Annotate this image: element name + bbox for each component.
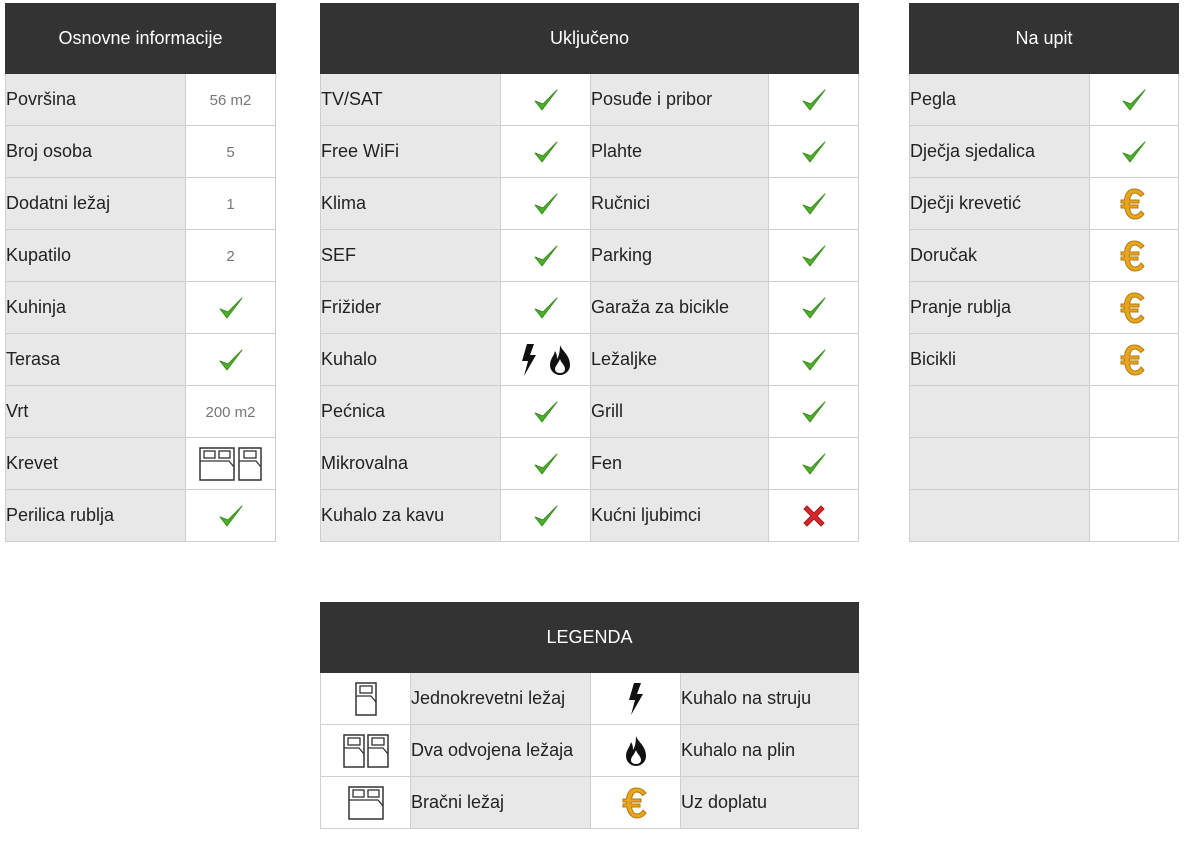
table-row bbox=[321, 126, 859, 178]
row-value: 2 bbox=[186, 230, 276, 282]
osnovne-informacije-title: Osnovne informacije bbox=[6, 4, 276, 74]
check-icon bbox=[532, 242, 560, 270]
check-icon bbox=[532, 450, 560, 478]
double-bed-and-single-bed-icon bbox=[199, 447, 263, 481]
row-label: Kuhinja bbox=[6, 282, 186, 334]
check-icon bbox=[532, 86, 560, 114]
double-bed-icon bbox=[348, 786, 384, 820]
row-label: Pranje rublja bbox=[910, 282, 1090, 334]
electric-and-gas-stove-icon bbox=[501, 343, 590, 377]
table-row bbox=[910, 334, 1179, 386]
table-row bbox=[321, 334, 859, 386]
row-label: SEF bbox=[321, 230, 501, 282]
check-icon bbox=[217, 294, 245, 322]
row-label: Krevet bbox=[6, 438, 186, 490]
row-label: Garaža za bicikle bbox=[591, 282, 769, 334]
check-icon bbox=[532, 138, 560, 166]
table-row bbox=[321, 725, 859, 777]
row-label: Bicikli bbox=[910, 334, 1090, 386]
row-label: Klima bbox=[321, 178, 501, 230]
row-label: TV/SAT bbox=[321, 74, 501, 126]
table-row bbox=[321, 230, 859, 282]
cross-icon bbox=[800, 502, 828, 530]
row-value: 1 bbox=[186, 178, 276, 230]
table-row bbox=[321, 386, 859, 438]
row-label: Fen bbox=[591, 438, 769, 490]
row-label: Parking bbox=[591, 230, 769, 282]
row-label: Mikrovalna bbox=[321, 438, 501, 490]
euro-icon bbox=[1120, 239, 1148, 273]
table-row bbox=[321, 777, 859, 829]
table-row bbox=[910, 282, 1179, 334]
row-label: Perilica rublja bbox=[6, 490, 186, 542]
ukljuceno-table bbox=[320, 3, 859, 542]
table-row bbox=[321, 673, 859, 725]
table-row bbox=[6, 334, 276, 386]
euro-icon bbox=[622, 786, 650, 820]
empty-cell bbox=[1090, 490, 1179, 542]
check-icon bbox=[800, 346, 828, 374]
table-row bbox=[910, 230, 1179, 282]
row-label: Terasa bbox=[6, 334, 186, 386]
table-row bbox=[321, 490, 859, 542]
single-bed-icon bbox=[355, 682, 377, 716]
row-label: Kućni ljubimci bbox=[591, 490, 769, 542]
check-icon bbox=[800, 242, 828, 270]
table-row bbox=[6, 74, 276, 126]
check-icon bbox=[800, 86, 828, 114]
legend-label: Uz doplatu bbox=[681, 777, 859, 829]
table-row bbox=[6, 178, 276, 230]
table-row bbox=[321, 282, 859, 334]
check-icon bbox=[532, 294, 560, 322]
check-icon bbox=[217, 502, 245, 530]
row-label: Kuhalo za kavu bbox=[321, 490, 501, 542]
lightning-icon bbox=[520, 343, 538, 377]
table-row bbox=[910, 178, 1179, 230]
row-value: 5 bbox=[186, 126, 276, 178]
table-row bbox=[321, 74, 859, 126]
row-label: Frižider bbox=[321, 282, 501, 334]
row-label: Pećnica bbox=[321, 386, 501, 438]
gas-stove-icon bbox=[624, 735, 648, 767]
row-label: Dodatni ležaj bbox=[6, 178, 186, 230]
check-icon bbox=[217, 346, 245, 374]
table-row bbox=[910, 386, 1179, 438]
osnovne-informacije-table bbox=[5, 3, 276, 542]
row-value: 200 m2 bbox=[186, 386, 276, 438]
table-row bbox=[910, 126, 1179, 178]
na-upit-title: Na upit bbox=[910, 4, 1179, 74]
row-label: Dječji krevetić bbox=[910, 178, 1090, 230]
legend-label: Kuhalo na plin bbox=[681, 725, 859, 777]
empty-cell bbox=[910, 490, 1090, 542]
check-icon bbox=[1120, 138, 1148, 166]
row-label: Free WiFi bbox=[321, 126, 501, 178]
legend-label: Dva odvojena ležaja bbox=[411, 725, 591, 777]
euro-icon bbox=[1120, 187, 1148, 221]
row-label: Kupatilo bbox=[6, 230, 186, 282]
table-row bbox=[6, 282, 276, 334]
check-icon bbox=[800, 294, 828, 322]
table-row bbox=[910, 438, 1179, 490]
check-icon bbox=[800, 398, 828, 426]
table-row bbox=[321, 178, 859, 230]
row-label: Ležaljke bbox=[591, 334, 769, 386]
row-label: Ručnici bbox=[591, 178, 769, 230]
row-label: Doručak bbox=[910, 230, 1090, 282]
na-upit-table bbox=[909, 3, 1179, 542]
legenda-title: LEGENDA bbox=[321, 603, 859, 673]
check-icon bbox=[532, 502, 560, 530]
legend-label: Jednokrevetni ležaj bbox=[411, 673, 591, 725]
row-label: Vrt bbox=[6, 386, 186, 438]
row-label: Grill bbox=[591, 386, 769, 438]
euro-icon bbox=[1120, 343, 1148, 377]
check-icon bbox=[800, 190, 828, 218]
table-row bbox=[6, 490, 276, 542]
table-row bbox=[6, 230, 276, 282]
row-label: Pegla bbox=[910, 74, 1090, 126]
row-label: Plahte bbox=[591, 126, 769, 178]
legenda-table bbox=[320, 602, 859, 829]
empty-cell bbox=[910, 438, 1090, 490]
check-icon bbox=[532, 398, 560, 426]
table-row bbox=[6, 386, 276, 438]
row-label: Površina bbox=[6, 74, 186, 126]
row-value: 56 m2 bbox=[186, 74, 276, 126]
empty-cell bbox=[910, 386, 1090, 438]
electric-stove-icon bbox=[627, 682, 645, 716]
table-row bbox=[321, 438, 859, 490]
empty-cell bbox=[1090, 386, 1179, 438]
empty-cell bbox=[1090, 438, 1179, 490]
table-row bbox=[6, 126, 276, 178]
check-icon bbox=[800, 138, 828, 166]
table-row bbox=[910, 490, 1179, 542]
legend-label: Bračni ležaj bbox=[411, 777, 591, 829]
table-row bbox=[910, 74, 1179, 126]
row-label: Dječja sjedalica bbox=[910, 126, 1090, 178]
euro-icon bbox=[1120, 291, 1148, 325]
check-icon bbox=[800, 450, 828, 478]
table-row bbox=[6, 438, 276, 490]
check-icon bbox=[1120, 86, 1148, 114]
check-icon bbox=[532, 190, 560, 218]
row-label: Kuhalo bbox=[321, 334, 501, 386]
flame-icon bbox=[548, 344, 572, 376]
row-label: Posuđe i pribor bbox=[591, 74, 769, 126]
two-single-beds-icon bbox=[343, 734, 389, 768]
row-label: Broj osoba bbox=[6, 126, 186, 178]
ukljuceno-title: Uključeno bbox=[321, 4, 859, 74]
legend-label: Kuhalo na struju bbox=[681, 673, 859, 725]
